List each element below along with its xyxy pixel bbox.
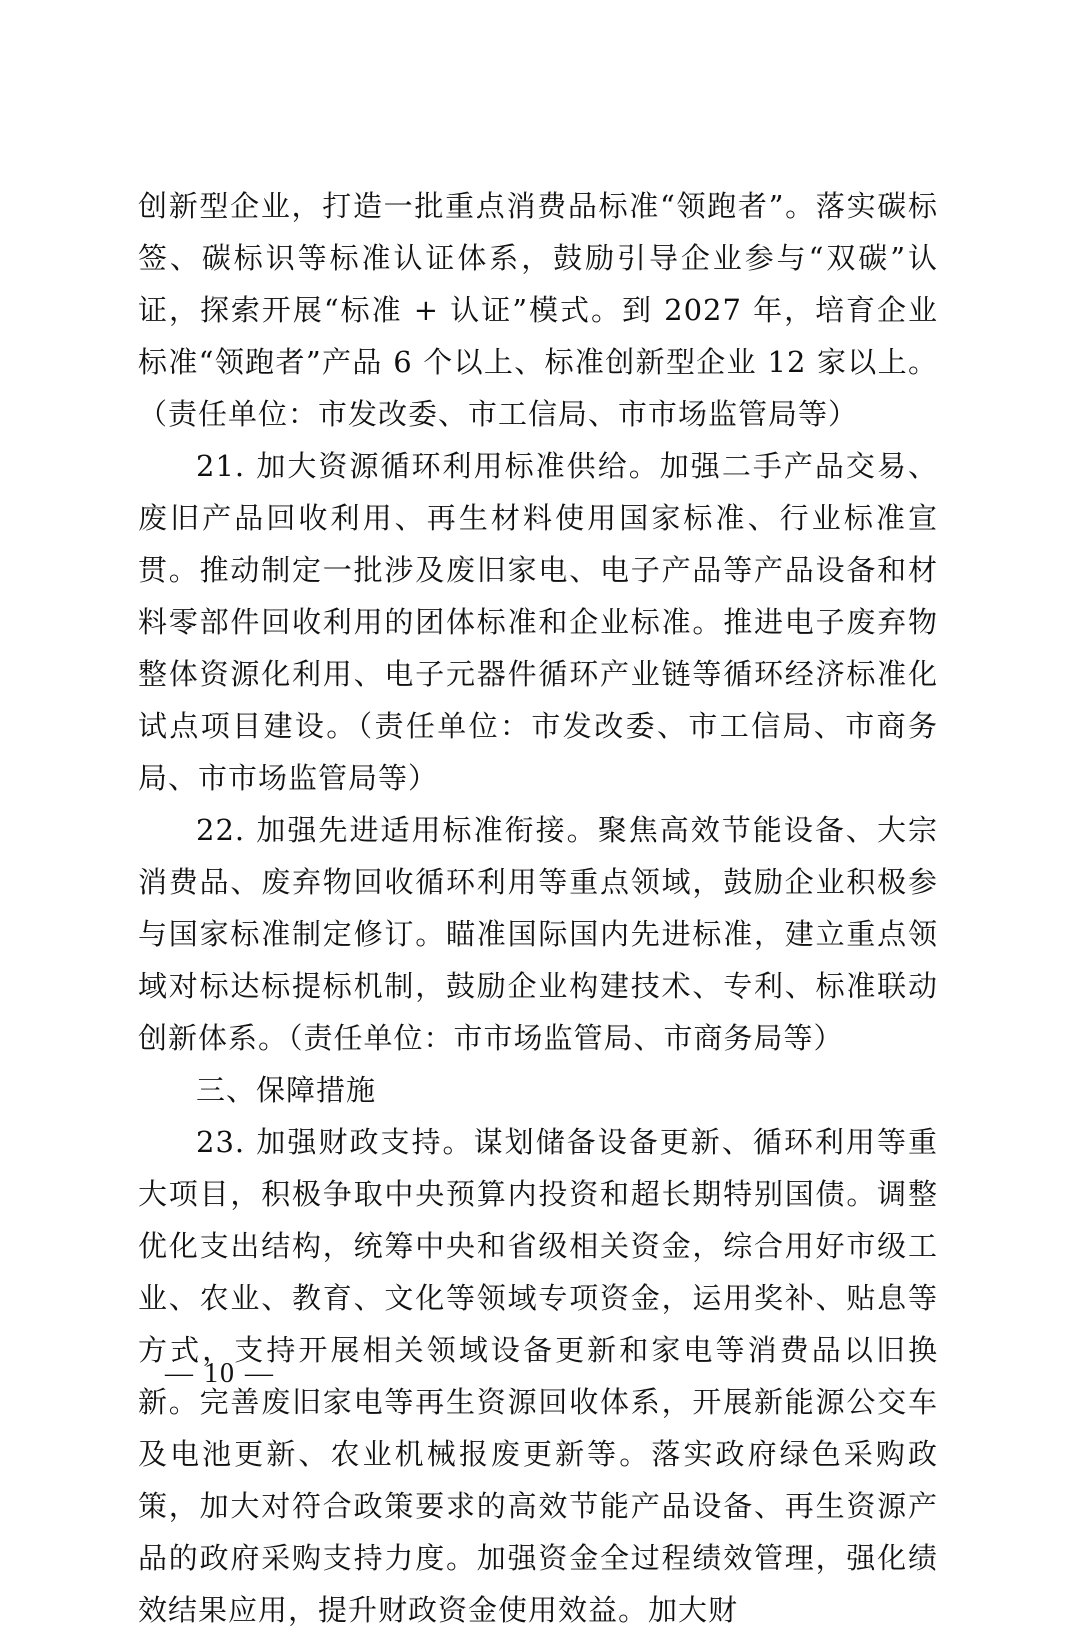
paragraph-21: 21. 加大资源循环利用标准供给。加强二手产品交易、废旧产品回收利用、再生材料使用国家标准、行业标准宣贯。推动制定一批涉及废旧家电、电子产品等产品设备和材料零部件回收利用的团体标准和企业标准。推进电子废弃物整体资源化利用、电子元器件循环产业链等循环经济标准化试点项目建设。（责任单位：市发改委、市工信局、市商务局、市市场监管局等） (138, 449, 938, 795)
paragraph-22: 22. 加强先进适用标准衔接。聚焦高效节能设备、大宗消费品、废弃物回收循环利用等重点领域，鼓励企业积极参与国家标准制定修订。瞄准国际国内先进标准，建立重点领域对标达标提标机制，鼓励企业构建技术、专利、标准联动创新体系。（责任单位：市市场监管局、市商务局等） (138, 813, 938, 1055)
paragraph-23: 23. 加强财政支持。谋划储备设备更新、循环利用等重大项目，积极争取中央预算内投资和超长期特别国债。调整优化支出结构，统筹中央和省级相关资金，综合用好市级工业、农业、教育、文化等领域专项资金，运用奖补、贴息等方式，支持开展相关领域设备更新和家电等消费品以旧换新。完善废旧家电等再生资源回收体系，开展新能源公交车及电池更新、农业机械报废更新等。落实政府绿色采购政策，加大对符合政策要求的高效节能产品设备、再生资源产品的政府采购支持力度。加强资金全过程绩效管理，强化绩效结果应用，提升财政资金使用效益。加大财 (138, 1125, 938, 1627)
page-number: — 10 — (165, 1358, 275, 1389)
paragraph-continued: 创新型企业，打造一批重点消费品标准“领跑者”。落实碳标签、碳标识等标准认证体系，鼓励引导企业参与“双碳”认证，探索开展“标准 + 认证”模式。到 2027 年，培育企业标准“领跑者”产品 6 个以上、标准创新型企业 12 家以上。（责任单位：市发改委、市工信局、市市场监管局等） (138, 189, 938, 431)
document-page (138, 180, 938, 1636)
section-heading: 三、保障措施 (196, 1073, 377, 1107)
